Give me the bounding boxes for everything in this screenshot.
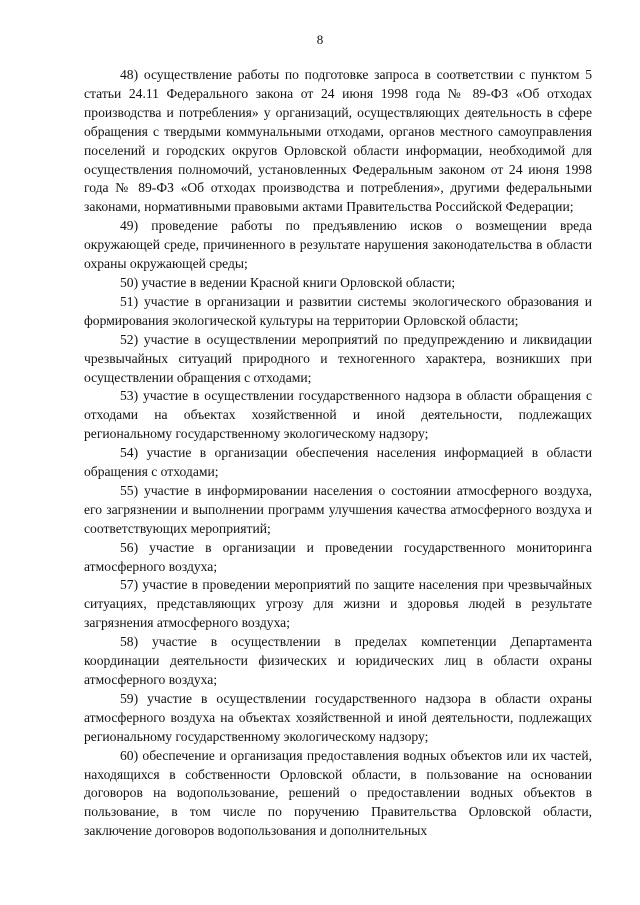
paragraph-58: 58) участие в осуществлении в пределах компетенции Департамента координации деятельности физических и юридических лиц в области охраны атмосферного воздуха; xyxy=(84,634,592,687)
paragraph-49: 49) проведение работы по предъявлению исков о возмещении вреда окружающей среде, причиненного в результате нарушения законодательства в области охраны окружающей среды; xyxy=(84,218,592,272)
paragraph-60: 60) обеспечение и организация предоставления водных объектов или их частей, находящихся в собственности Орловской области, в пользование на основании договоров на водопользование, решений о предоставлении водных объектов в пользование, в том числе по поручению Правительства Орловской области, заключение договоров водопользования и дополнительных xyxy=(84,747,592,839)
paragraph-51: 51) участие в организации и развитии системы экологического образования и формирования экологической культуры на территории Орловской области; xyxy=(84,293,592,328)
paragraph-59: 59) участие в осуществлении государственного надзора в области охраны атмосферного воздуха на объектах хозяйственной и иной деятельности, подлежащих региональному государственному экологическому надзору; xyxy=(84,690,592,744)
paragraph-50: 50) участие в ведении Красной книги Орловской области; xyxy=(120,274,456,290)
paragraph-52: 52) участие в осуществлении мероприятий по предупреждению и ликвидации чрезвычайных ситуаций природного и техногенного характера, возникших при осуществлении обращения с отходами; xyxy=(84,331,592,385)
paragraph-56: 56) участие в организации и проведении государственного мониторинга атмосферного воздуха; xyxy=(84,539,592,574)
paragraph-55: 55) участие в информировании населения о состоянии атмосферного воздуха, его загрязнении и выполнении программ улучшения качества атмосферного воздуха и соответствующих мероприятий; xyxy=(84,482,592,536)
paragraph-48: 48) осуществление работы по подготовке запроса в соответствии с пунктом 5 статьи 24.11 Федерального закона от 24 июня 1998 года № 89-ФЗ «Об отходах производства и потребления» у организаций, осуществляющих деятельность в сфере обращения с твердыми коммунальными отходами, органов местного самоуправления поселений и городских округов Орловской области информации, необходимой для осуществления полномочий, установленных Федеральным законом от 24 июня 1998 года № 89-ФЗ «Об отходах производства и потребления», другими федеральными законами, нормативными правовыми актами Правительства Российской Федерации; xyxy=(84,67,592,215)
paragraph-54: 54) участие в организации обеспечения населения информацией в области обращения с отходами; xyxy=(84,445,592,480)
page-number: 8 xyxy=(316,32,324,47)
document-body xyxy=(84,66,592,841)
paragraph-53: 53) участие в осуществлении государственного надзора в области обращения с отходами на объектах хозяйственной и иной деятельности, подлежащих региональному государственному экологическому надзору; xyxy=(84,388,592,442)
paragraph-57: 57) участие в проведении мероприятий по защите населения при чрезвычайных ситуациях, представляющих угрозу для жизни и здоровья людей в результате загрязнения атмосферного воздуха; xyxy=(84,577,592,631)
